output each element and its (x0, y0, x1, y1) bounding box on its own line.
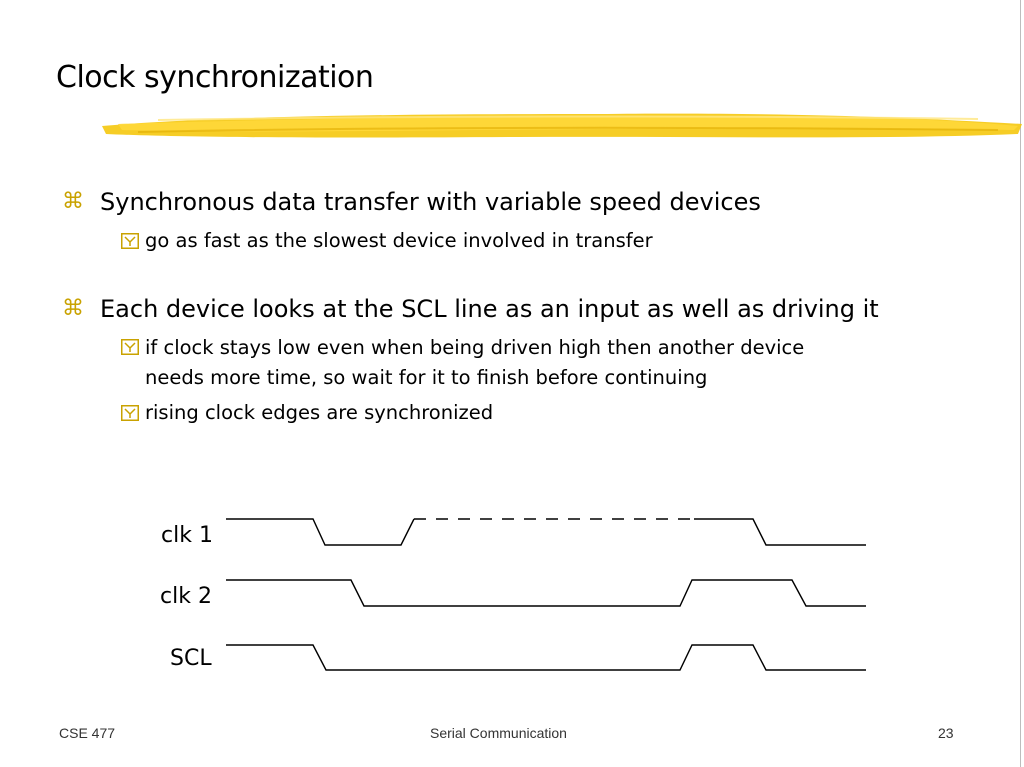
clk1-waveform-solid (226, 519, 414, 545)
bullet-2-sub-1-line-1: if clock stays low even when being driven high then another device (145, 336, 805, 359)
command-key-icon: ⌘ (62, 189, 84, 214)
command-key-icon: ⌘ (62, 296, 84, 321)
footer-page-number: 23 (938, 725, 954, 741)
clk1-waveform-tail (694, 519, 866, 545)
signal-label-scl: SCL (170, 646, 212, 671)
scl-waveform (226, 645, 866, 670)
signal-label-clk2: clk 2 (160, 584, 212, 609)
bullet-2-text: Each device looks at the SCL line as an input as well as driving it (100, 295, 879, 323)
bullet-2-sub-1-line-2: needs more time, so wait for it to finish before continuing (145, 366, 708, 389)
slide-title: Clock synchronization (56, 60, 374, 95)
signal-label-clk1: clk 1 (161, 523, 213, 548)
bullet-2-sub-2: rising clock edges are synchronized (145, 401, 494, 424)
clk2-waveform (226, 580, 866, 606)
footer-course: CSE 477 (59, 725, 116, 741)
bullet-1-text: Synchronous data transfer with variable speed devices (100, 188, 761, 216)
footer-topic: Serial Communication (430, 725, 567, 741)
bullet-1-sub-1: go as fast as the slowest device involved in transfer (145, 229, 653, 252)
